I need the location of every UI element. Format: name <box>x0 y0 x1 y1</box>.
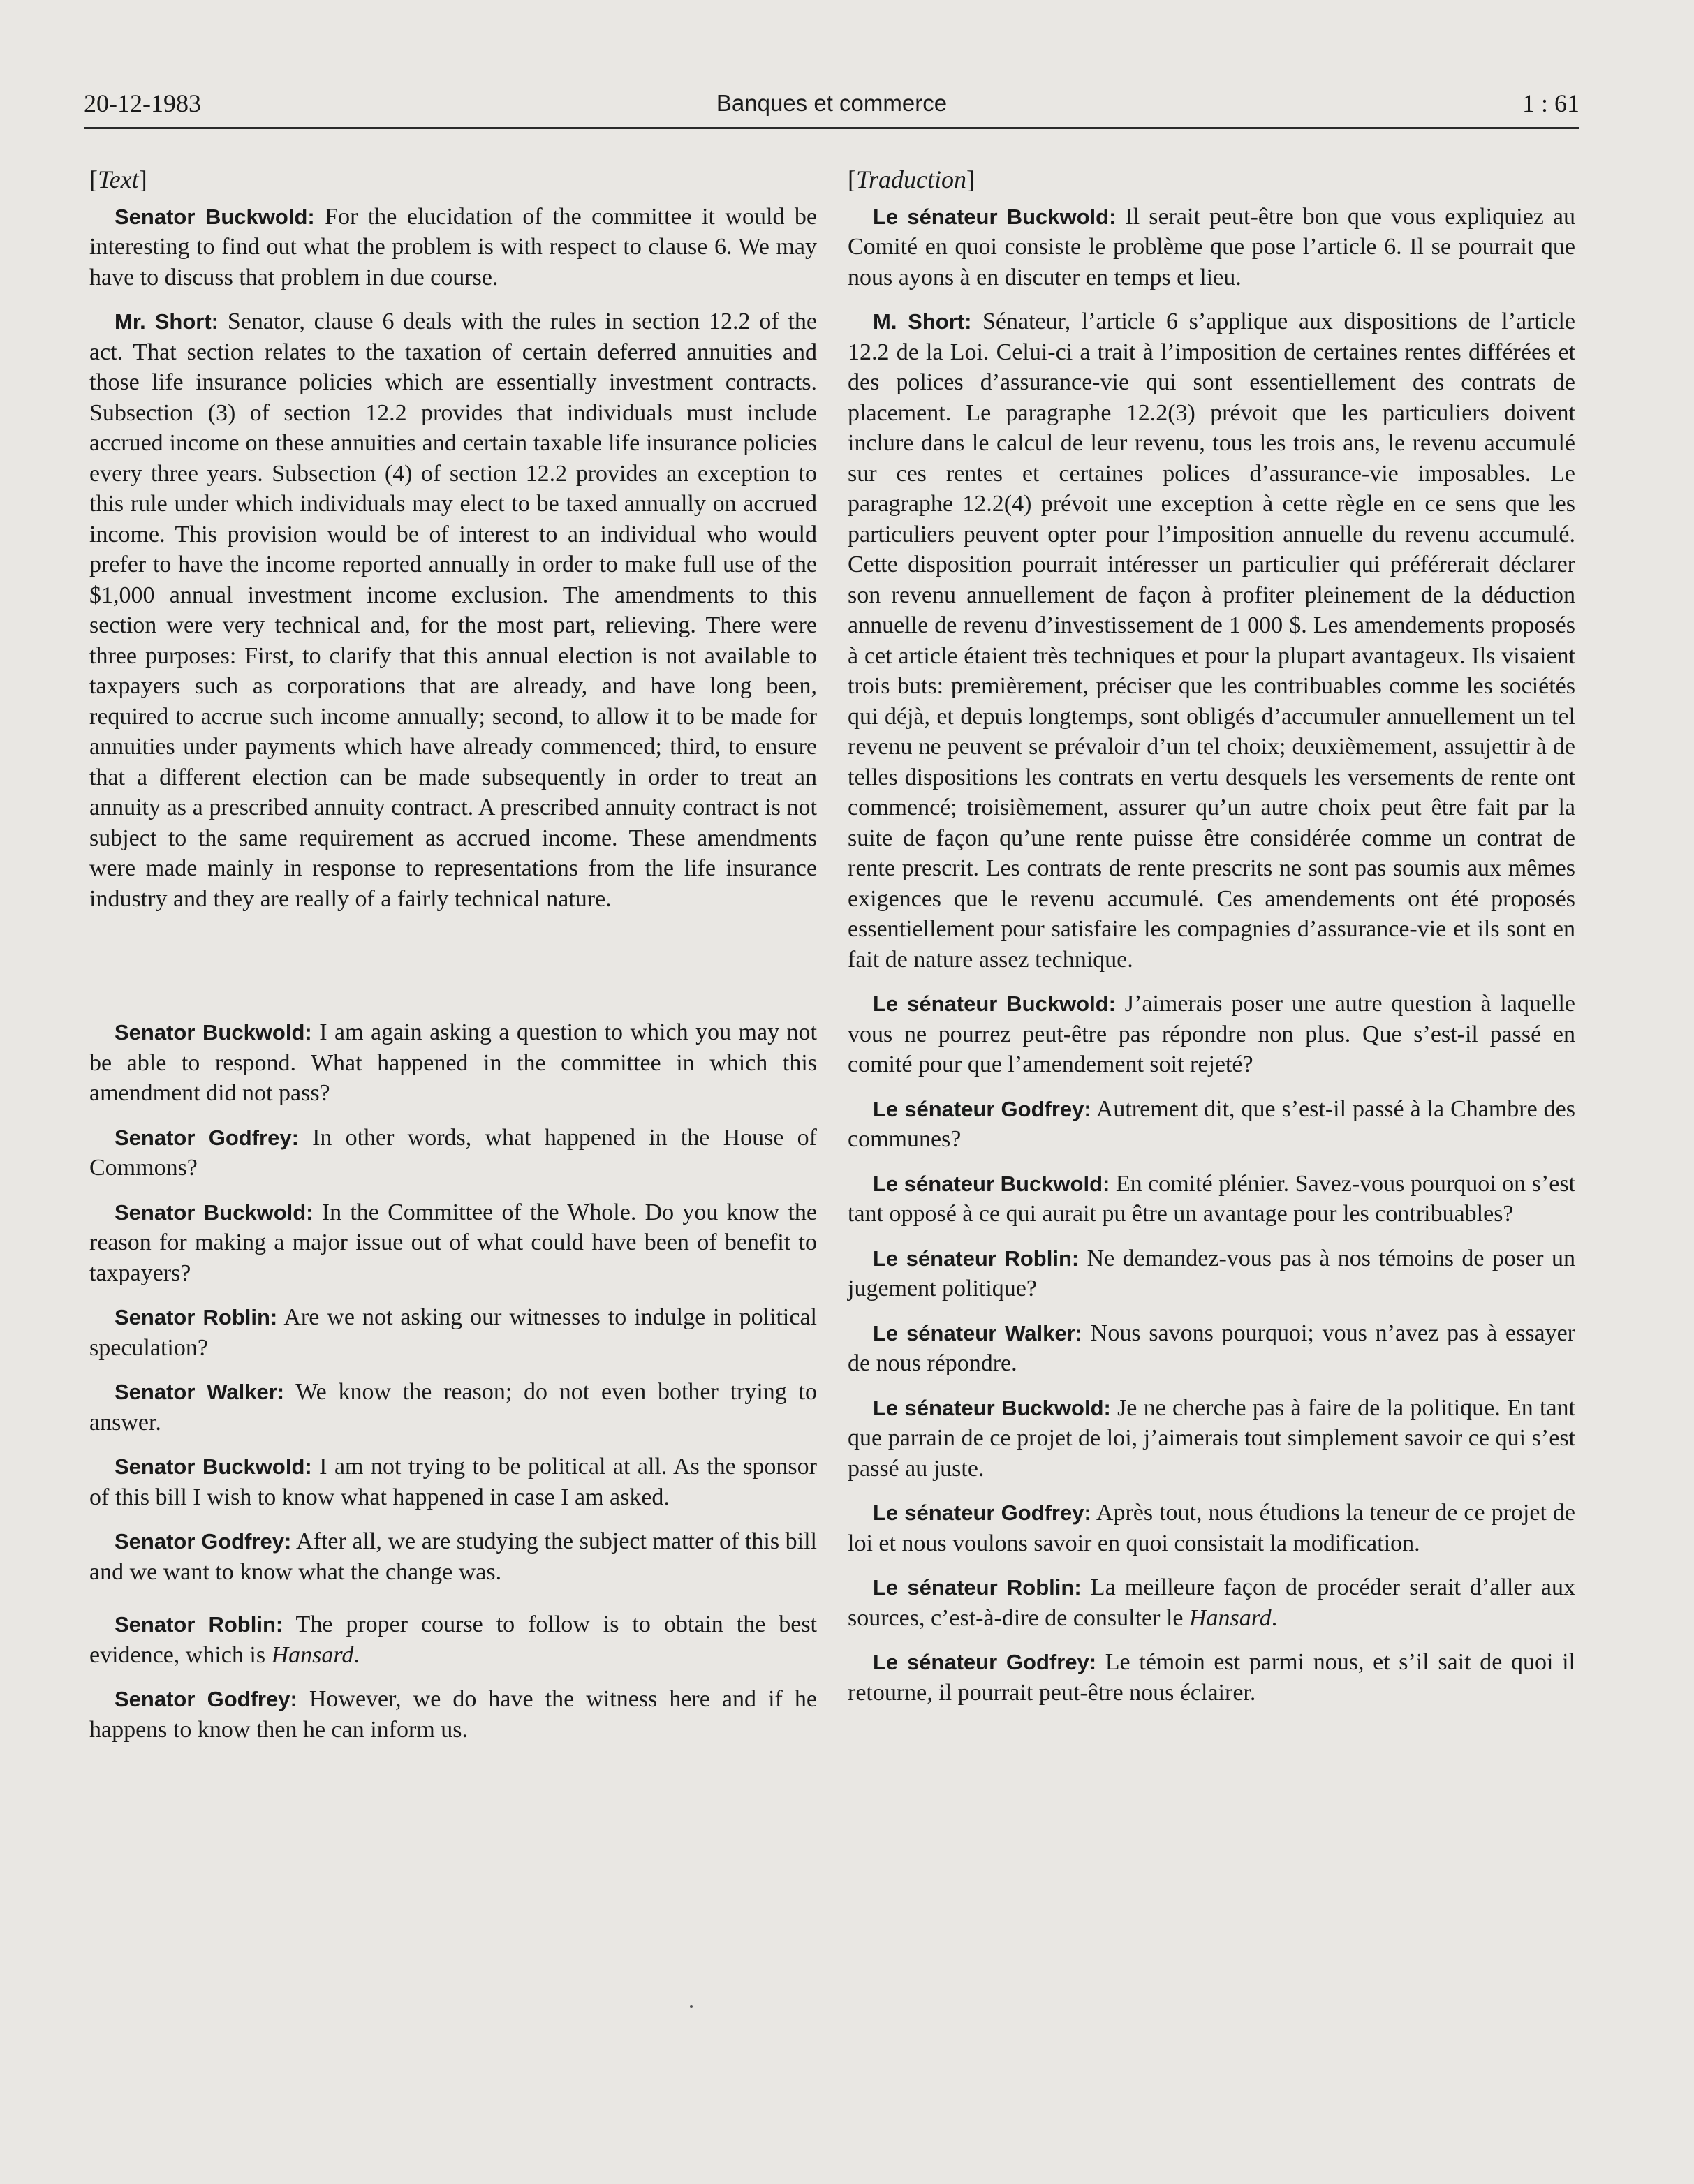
speaker-name: Le sénateur Buckwold: <box>873 991 1116 1016</box>
speaker-name: Senator Godfrey: <box>115 1687 297 1711</box>
speaker-name: Senator Buckwold: <box>115 204 315 229</box>
speaker-name: Le sénateur Roblin: <box>873 1246 1080 1271</box>
speaker-name: Le sénateur Godfrey: <box>873 1650 1097 1674</box>
speaker-name: Le sénateur Walker: <box>873 1320 1082 1345</box>
speech-paragraph <box>89 202 817 293</box>
speech-text: Après tout, nous étudions la teneur de ce projet de loi et nous voulons savoir en quoi consistait la modification. <box>848 1500 1575 1556</box>
french-paragraphs <box>848 202 1575 1709</box>
speaker-name: Senator Godfrey: <box>115 1529 292 1554</box>
speech-text: Nous savons pourquoi; vous n’avez pas à essayer de nous répondre. <box>848 1320 1575 1376</box>
speech-text: For the elucidation of the committee it would be interesting to find out what the problem is with respect to clause 6. We may have to discuss that problem in due course. <box>89 203 817 290</box>
speech-text: I am not trying to be political at all. As the sponsor of this bill I wish to know what happened in case I am asked. <box>89 1454 817 1510</box>
speech-text: In other words, what happened in the House of Commons? <box>89 1124 817 1181</box>
speech-paragraph <box>89 1609 817 1670</box>
speaker-name: Le sénateur Buckwold: <box>873 1171 1110 1196</box>
speech-text: Je ne cherche pas à faire de la politique. En tant que parrain de ce projet de loi, j’aimerais tout simplement savoir ce qui s’est passé au juste. <box>848 1394 1575 1482</box>
speech-text: After all, we are studying the subject matter of this bill and we want to know what the change was. <box>89 1528 817 1585</box>
speaker-name: Mr. Short: <box>115 309 219 334</box>
speech-text: En comité plénier. Savez-vous pourquoi on s’est tant opposé à ce qui aurait pu être un avantage pour les contribuables? <box>848 1170 1575 1227</box>
speaker-name: Le sénateur Buckwold: <box>873 1395 1111 1420</box>
speech-text-tail: . <box>1271 1604 1278 1631</box>
speech-text: The proper course to follow is to obtain the best evidence, which is <box>89 1611 817 1668</box>
speech-text: Le témoin est parmi nous, et s’il sait de quoi il retourne, il pourrait peut-être nous éclairer. <box>848 1649 1575 1706</box>
speech-text: We know the reason; do not even bother trying to answer. <box>89 1379 817 1436</box>
speech-paragraph <box>89 307 817 914</box>
speech-paragraph <box>848 989 1575 1080</box>
language-label: [Traduction] <box>848 165 975 193</box>
speaker-name: Le sénateur Godfrey: <box>873 1500 1091 1525</box>
speech-paragraph <box>848 307 1575 975</box>
header-page-number: 1 : 61 <box>1522 89 1579 117</box>
header-title: Banques et commerce <box>716 90 948 116</box>
speaker-name: Le sénateur Roblin: <box>873 1575 1082 1600</box>
speech-text: Sénateur, l’article 6 s’applique aux dispositions de l’article 12.2 de la Loi. Celui-ci a trait à l’imposition de certaines rentes différées et des polices d’assurance-vie qui sont essentiellement des contrats de placement. Le paragraphe 12.2(3) prévoit que les particuliers doivent inclure dans le calcul de leur revenu, tous les trois ans, le revenu accumulé sur ces rentes et certaines polices d’assurance-vie imposables. Le paragraphe 12.2(4) prévoit une exception à cette règle en ce sens que les particuliers peuvent opter pour l’imposition annuelle du revenu accumulé. Cette disposition pourrait intéresser un particulier qui préférerait déclarer son revenu annuellement de façon à profiter pleinement de la déduction annuelle de revenu d’investissement de 1 000 $. Les amendements proposés à cet article étaient très techniques et pour la plupart avantageux. Ils visaient trois buts: premièrement, préciser que les contribuables comme les sociétés qui déjà, et depuis longtemps, sont obligés d’accumuler annuellement un tel revenu ne peuvent se prévaloir d’un tel choix; deuxièmement, assujettir à de telles dispositions les contrats en vertu desquels les versements de rente ont commencé; troisièmement, assurer qu’un autre choix peut être fait par la suite de façon qu’une rente puisse être considérée comme un contrat de rente prescrit. Les contrats de rente prescrits ne sont pas soumis aux mêmes exigences que le revenu accumulé. Ces amendements ont été proposés essentiellement pour satisfaire les compagnies d’assurance-vie et ils sont en fait de nature assez technique. <box>848 309 1575 973</box>
speech-paragraph <box>848 1572 1575 1633</box>
page-header <box>84 87 1579 129</box>
speech-text: I am again asking a question to which you may not be able to respond. What happened in the committee in which this amendment did not pass? <box>89 1019 817 1106</box>
speech-text: However, we do have the witness here and if he happens to know then he can inform us. <box>89 1686 817 1743</box>
speaker-name: Senator Walker: <box>115 1380 285 1404</box>
english-column <box>89 165 817 1759</box>
speech-text-tail: . <box>353 1641 360 1668</box>
speech-text: Autrement dit, que s’est-il passé à la Chambre des communes? <box>848 1095 1575 1152</box>
speaker-name: Senator Buckwold: <box>115 1454 312 1479</box>
publication-title: Hansard <box>1189 1604 1272 1631</box>
speech-paragraph <box>89 1197 817 1289</box>
speech-paragraph <box>89 1526 817 1587</box>
speech-text: In the Committee of the Whole. Do you know the reason for making a major issue out of what could have been of benefit to taxpayers? <box>89 1199 817 1286</box>
speech-text: La meilleure façon de procéder serait d’aller aux sources, c’est-à-dire de consulter le <box>848 1574 1575 1631</box>
speech-paragraph <box>848 1169 1575 1230</box>
speech-paragraph <box>848 1647 1575 1708</box>
speaker-name: Senator Godfrey: <box>115 1125 299 1150</box>
speaker-name: Senator Buckwold: <box>115 1200 314 1225</box>
speech-paragraph <box>848 1318 1575 1379</box>
speech-paragraph <box>89 1377 817 1438</box>
speech-paragraph <box>848 1393 1575 1484</box>
speech-text: Ne demandez-vous pas à nos témoins de poser un jugement politique? <box>848 1245 1575 1301</box>
speech-text: J’aimerais poser une autre question à laquelle vous ne pourrez peut-être pas répondre non plus. Que s’est-il passé en comité pour que l’amendement soit rejeté? <box>848 991 1575 1077</box>
speech-text: Are we not asking our witnesses to indulge in political speculation? <box>89 1304 817 1361</box>
print-speck <box>690 2005 693 2008</box>
header-date: 20-12-1983 <box>84 89 201 117</box>
publication-title: Hansard <box>271 1641 354 1668</box>
speech-paragraph <box>848 202 1575 293</box>
speech-text: Senator, clause 6 deals with the rules in section 12.2 of the act. That section relates to the taxation of certain deferred annuities and those life insurance policies which are essentially investment contracts. Subsection (3) of section 12.2 provides that individuals must include accrued income on these annuities and certain taxable life insurance policies every three years. Subsection (4) of section 12.2 provides an exception to this rule under which individuals may elect to be taxed annually on accrued income. This provision would be of interest to an individual who would prefer to have the income reported annually in order to make full use of the $1,000 annual investment income exclusion. The amendments to this section were very technical and, for the most part, relieving. There were three purposes: First, to clarify that this annual election is not available to taxpayers such as corporations that are already, and have long been, required to accrue such income annually; second, to allow it to be made for annuities under payments which have already commenced; third, to ensure that a different election can be made subsequently in order to treat an annuity as a prescribed annuity contract. A prescribed annuity contract is not subject to the same requirement as accrued income. These amendments were made mainly in response to representations from the life insurance industry and they are really of a fairly technical nature. <box>89 309 817 912</box>
speech-paragraph <box>848 1244 1575 1304</box>
speech-paragraph <box>848 1498 1575 1558</box>
speech-paragraph <box>89 1684 817 1745</box>
speech-paragraph <box>89 1452 817 1512</box>
speaker-name: Senator Roblin: <box>115 1305 278 1329</box>
language-label: [Text] <box>89 165 147 193</box>
french-column <box>848 165 1575 1722</box>
speech-paragraph <box>89 1017 817 1109</box>
speech-text: Il serait peut-être bon que vous expliquiez au Comité en quoi consiste le problème que pose l’article 6. Il se pourrait que nous ayons à en discuter en temps et lieu. <box>848 203 1575 290</box>
english-paragraphs <box>89 202 817 1746</box>
speaker-name: Senator Roblin: <box>115 1612 283 1637</box>
speaker-name: Le sénateur Buckwold: <box>873 204 1117 229</box>
speaker-name: Senator Buckwold: <box>115 1020 312 1045</box>
speech-paragraph <box>848 1094 1575 1155</box>
speaker-name: Le sénateur Godfrey: <box>873 1096 1091 1121</box>
speech-paragraph <box>89 1123 817 1183</box>
speaker-name: M. Short: <box>873 309 972 334</box>
speech-paragraph <box>89 1302 817 1363</box>
